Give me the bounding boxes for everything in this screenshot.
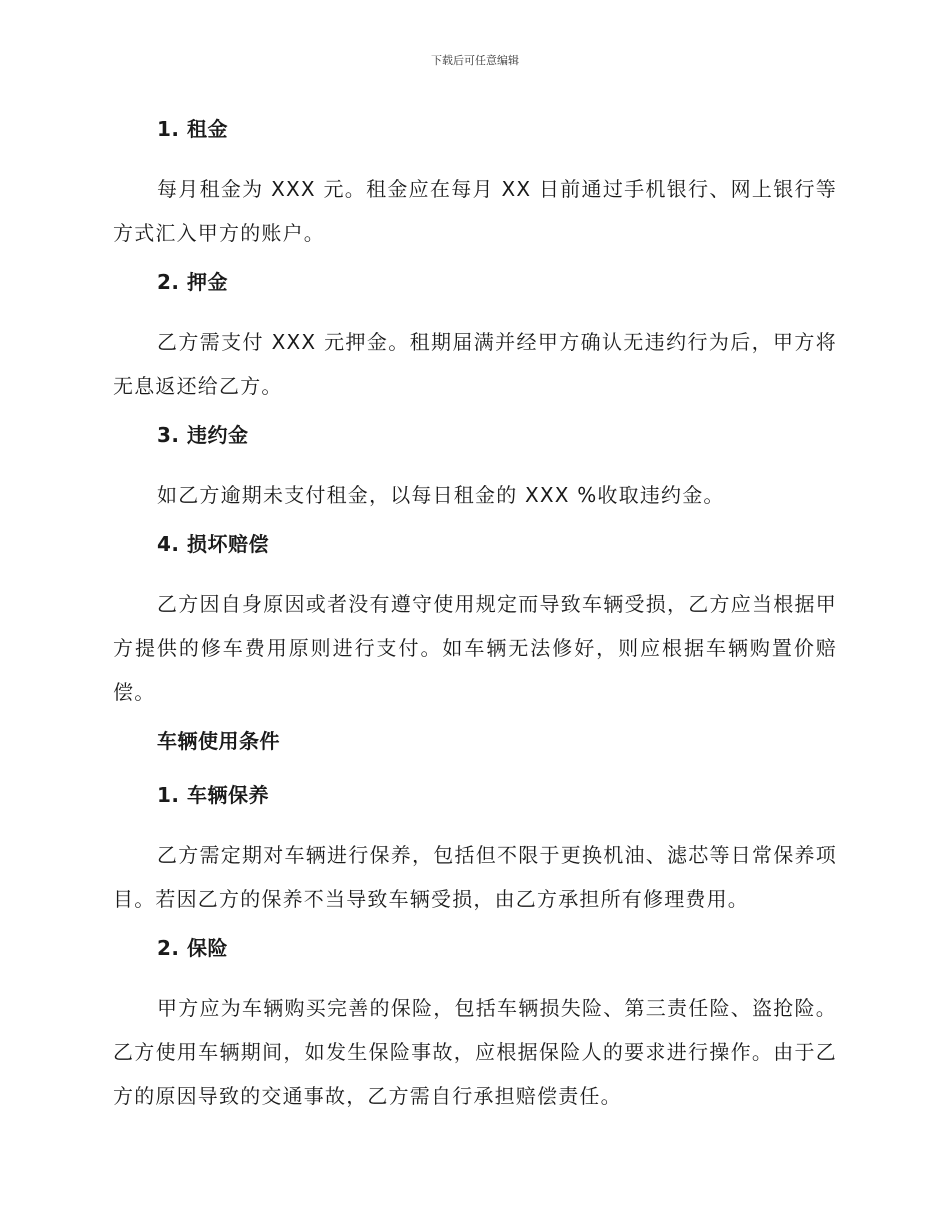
- section-body-damage: 乙方因自身原因或者没有遵守使用规定而导致车辆受损，乙方应当根据甲方提供的修车费用原则进行支付。如车辆无法修好，则应根据车辆购置价赔偿。: [113, 592, 837, 704]
- document-body: [113, 113, 837, 1118]
- section-body-insurance: 甲方应为车辆购买完善的保险，包括车辆损失险、第三责任险、盗抢险。乙方使用车辆期间，如发生保险事故，应根据保险人的要求进行操作。由于乙方的原因导致的交通事故，乙方需自行承担赔偿责任。: [113, 996, 837, 1108]
- section-body-maintenance: 乙方需定期对车辆进行保养，包括但不限于更换机油、滤芯等日常保养项目。若因乙方的保养不当导致车辆受损，由乙方承担所有修理费用。: [113, 843, 837, 911]
- chapter-title-usage: 车辆使用条件: [157, 729, 280, 753]
- section-heading-maintenance: 1. 车辆保养: [157, 783, 269, 807]
- section-body-rent: 每月租金为 XXX 元。租金应在每月 XX 日前通过手机银行、网上银行等方式汇入甲方的账户。: [113, 177, 837, 245]
- section-body-penalty: 如乙方逾期未支付租金，以每日租金的 XXX %收取违约金。: [157, 483, 725, 507]
- section-heading-insurance: 2. 保险: [157, 936, 228, 960]
- section-body-deposit: 乙方需支付 XXX 元押金。租期届满并经甲方确认无违约行为后，甲方将无息返还给乙方。: [113, 330, 837, 398]
- page-header-note: 下载后可任意编辑: [431, 54, 519, 67]
- section-heading-rent: 1. 租金: [157, 117, 228, 141]
- section-heading-deposit: 2. 押金: [157, 270, 228, 294]
- section-heading-damage: 4. 损坏赔偿: [157, 532, 269, 556]
- section-heading-penalty: 3. 违约金: [157, 423, 249, 447]
